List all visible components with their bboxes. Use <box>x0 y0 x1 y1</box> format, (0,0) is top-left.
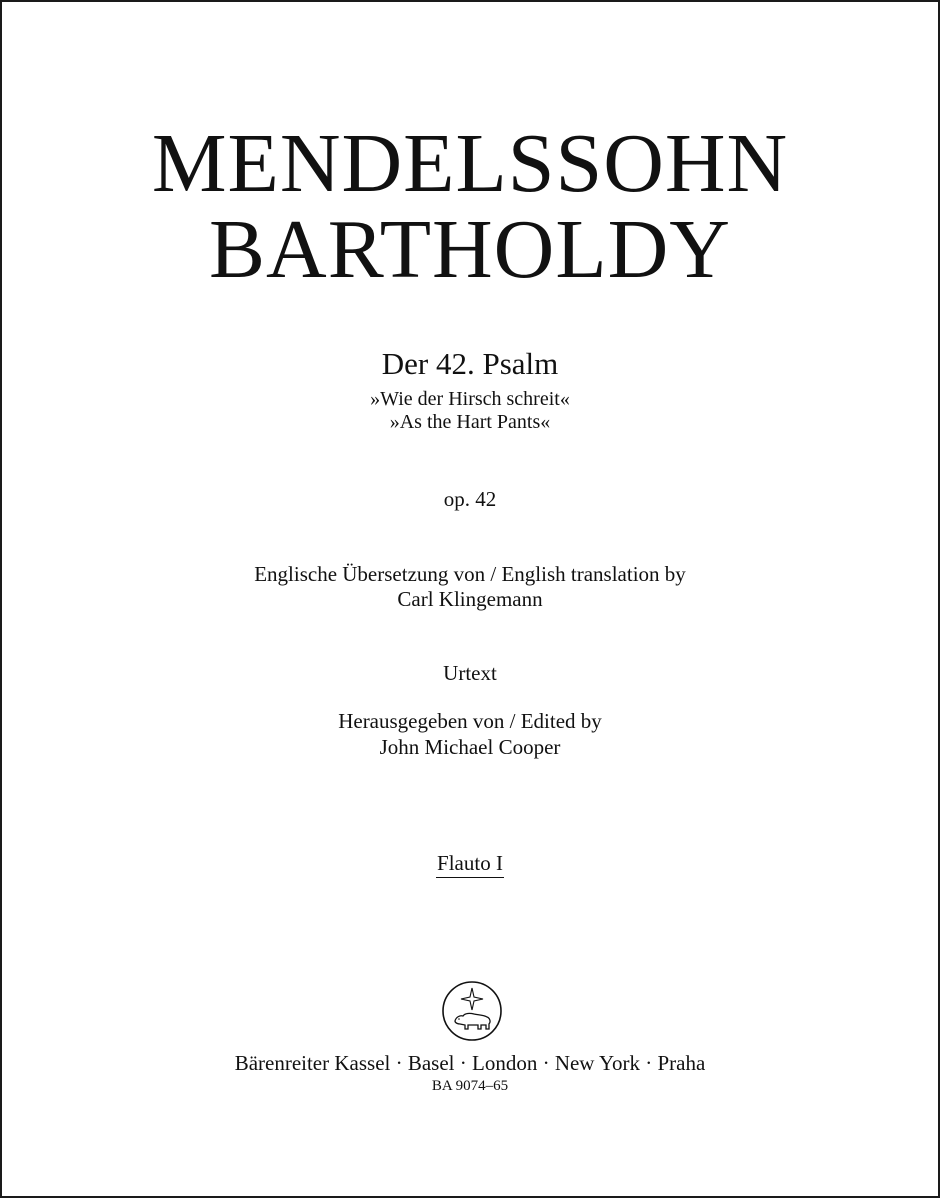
composer-name-line1: MENDELSSOHN <box>151 117 789 210</box>
subtitle-german: »Wie der Hirsch schreit« <box>370 388 570 410</box>
subtitle-english: »As the Hart Pants« <box>389 411 551 433</box>
translator-name: Carl Klingemann <box>397 587 543 611</box>
translation-label: Englische Übersetzung von / English translation by <box>254 562 686 586</box>
baerenreiter-bear-star-logo-icon <box>441 980 503 1042</box>
composer-name-line2: BARTHOLDY <box>209 203 731 296</box>
part-name-container <box>2 853 938 878</box>
edition-type: Urtext <box>443 661 497 685</box>
part-name: Flauto I <box>436 853 504 878</box>
opus-number: op. 42 <box>443 487 497 511</box>
catalog-number: BA 9074–65 <box>431 1078 509 1094</box>
editor-name: John Michael Cooper <box>379 735 561 759</box>
publisher-cities: Bärenreiter Kassel · Basel · London · New York · Praha <box>234 1051 706 1075</box>
editor-label: Herausgegeben von / Edited by <box>338 709 602 733</box>
work-title: Der 42. Psalm <box>381 346 559 381</box>
